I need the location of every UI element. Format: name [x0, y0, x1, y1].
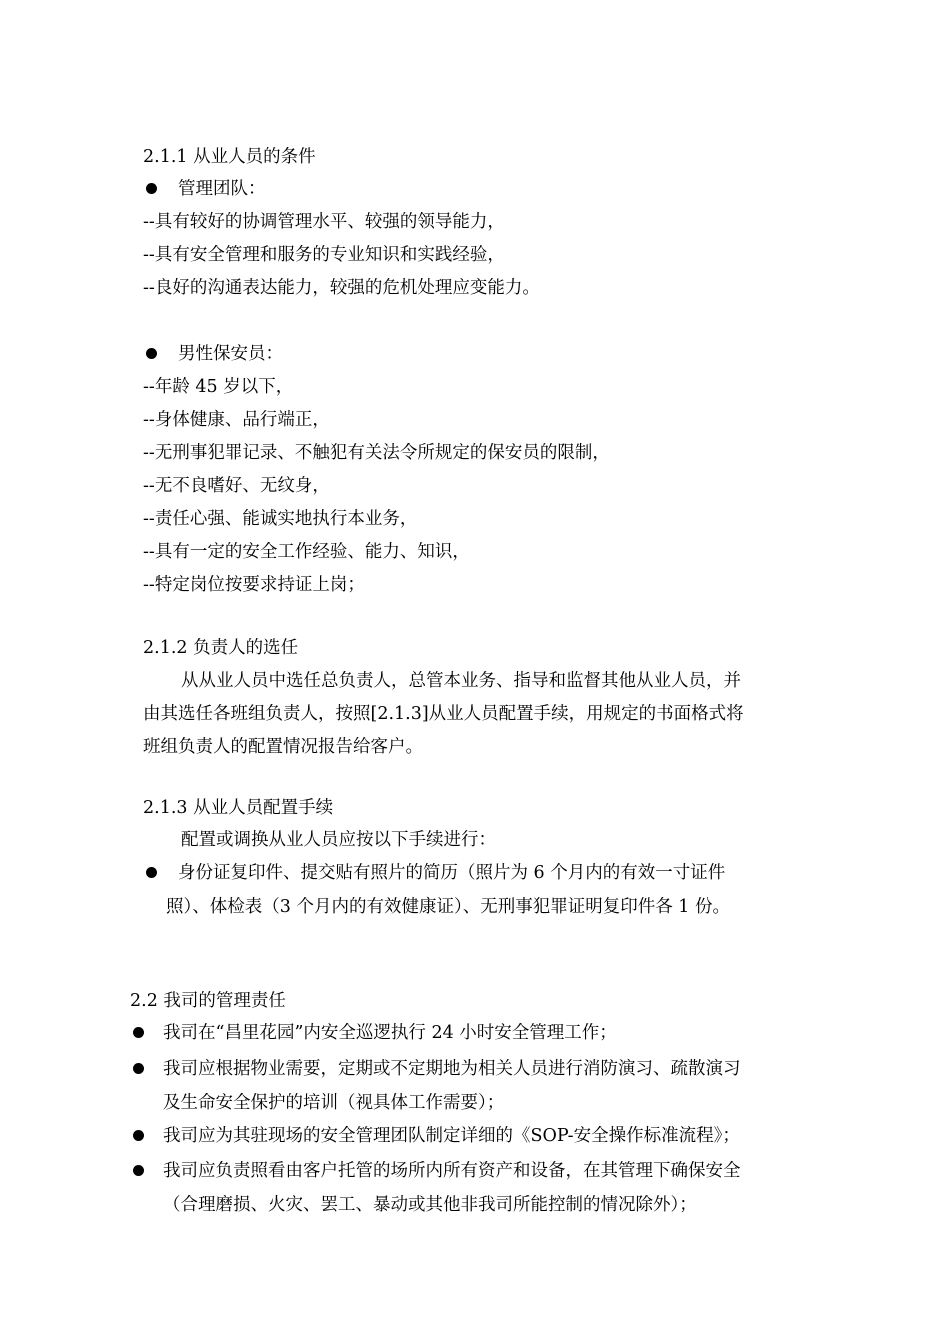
bullet-text-line: 我司应根据物业需要，定期或不定期地为相关人员进行消防演习、疏散演习	[163, 1059, 741, 1079]
section-heading-2-1-3: 2.1.3 从业人员配置手续	[143, 798, 334, 818]
bullet-dot	[146, 867, 157, 878]
list-item: --无不良嗜好、无纹身，	[143, 476, 330, 496]
bullet-dot	[133, 1130, 144, 1141]
bullet-dot	[146, 183, 157, 194]
bullet-dot	[133, 1063, 144, 1074]
section-heading-2-2: 2.2 我司的管理责任	[130, 991, 286, 1011]
bullet-dot	[133, 1027, 144, 1038]
paragraph-line: 从从业人员中选任总负责人，总管本业务、指导和监督其他从业人员，并	[181, 671, 741, 691]
list-item: --良好的沟通表达能力，较强的危机处理应变能力。	[143, 278, 540, 298]
bullet-dot	[133, 1165, 144, 1176]
bullet-text-line: 我司在“昌里花园”内安全巡逻执行 24 小时安全管理工作；	[163, 1023, 617, 1043]
bullet-text-line: 身份证复印件、提交贴有照片的简历（照片为 6 个月内的有效一寸证件	[178, 863, 726, 883]
list-item: --责任心强、能诚实地执行本业务，	[143, 509, 418, 529]
bullet-text-line: （合理磨损、火灾、罢工、暴动或其他非我司所能控制的情况除外）；	[163, 1195, 697, 1215]
paragraph-line: 由其选任各班组负责人，按照[2.1.3]从业人员配置手续，用规定的书面格式将	[143, 704, 744, 724]
bullet-text-line: 我司应为其驻现场的安全管理团队制定详细的《SOP-安全操作标准流程》；	[163, 1126, 740, 1146]
list-item: --具有一定的安全工作经验、能力、知识，	[143, 542, 470, 562]
section-heading-2-1-1: 2.1.1 从业人员的条件	[143, 147, 316, 167]
male-guard-title: 男性保安员：	[178, 344, 283, 364]
bullet-text-line: 照）、体检表（3 个月内的有效健康证）、无刑事犯罪证明复印件各 1 份。	[166, 897, 730, 917]
list-item: --具有较好的协调管理水平、较强的领导能力，	[143, 212, 505, 232]
list-item: --无刑事犯罪记录、不触犯有关法令所规定的保安员的限制，	[143, 443, 610, 463]
bullet-dot	[146, 348, 157, 359]
management-team-title: 管理团队：	[178, 179, 266, 199]
list-item: --特定岗位按要求持证上岗；	[143, 575, 365, 595]
list-item: --具有安全管理和服务的专业知识和实践经验，	[143, 245, 505, 265]
section-heading-2-1-2: 2.1.2 负责人的选任	[143, 638, 299, 658]
intro-text: 配置或调换从业人员应按以下手续进行：	[181, 830, 496, 850]
bullet-text-line: 我司应负责照看由客户托管的场所内所有资产和设备，在其管理下确保安全	[163, 1161, 741, 1181]
list-item: --身体健康、品行端正，	[143, 410, 330, 430]
bullet-text-line: 及生命安全保护的培训（视具体工作需要）；	[163, 1093, 505, 1113]
paragraph-line: 班组负责人的配置情况报告给客户。	[143, 737, 423, 757]
list-item: --年龄 45 岁以下，	[143, 377, 294, 397]
